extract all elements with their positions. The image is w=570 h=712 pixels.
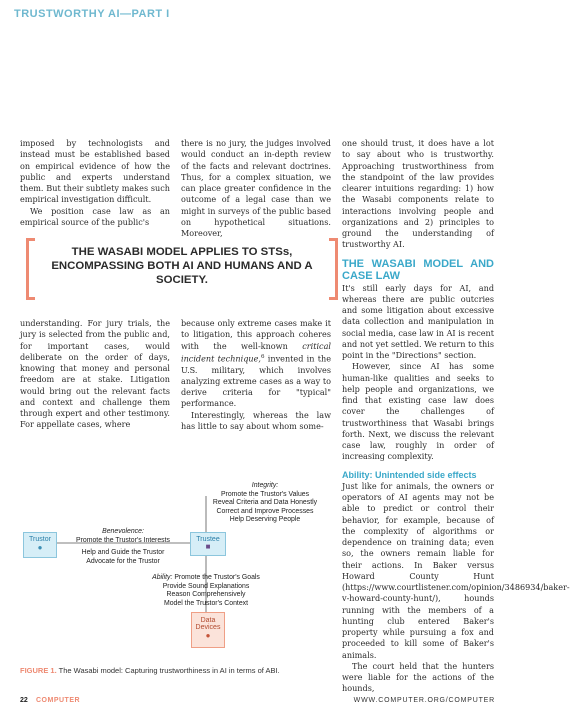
trustor-node (23, 532, 57, 558)
column-2-top (181, 138, 331, 239)
subsection-heading: Ability: Unintended side effects (342, 469, 477, 480)
wasabi-diagram (20, 478, 330, 683)
integrity-item: Help Deserving People (229, 516, 301, 524)
column-1-top (20, 138, 170, 228)
paragraph: It's still early days for AI, and whereas there are public outcries and some litigation about excessive data collection and manipulation in social media, case law in AI is recent and not yet settled. We return to this point in the "Directions" section. (342, 282, 494, 360)
benevolence-block (58, 528, 188, 566)
person-icon: ● (37, 543, 43, 552)
pull-quote-text: THE WASABI MODEL APPLIES TO STSs, ENCOMPASSING BOTH AI AND HUMANS AND A SOCIETY. (51, 246, 313, 287)
paragraph: because only extreme cases make it to litigation, this approach coheres with the well-known critical incident technique,$^6$ invented in the U.S. military, which involves analyzing extreme cases as a way to derive criteria for "typical" performance. (181, 318, 332, 409)
paragraph: The court held that the hunters were liable for the actions of the hounds, (342, 660, 494, 694)
figure-label: FIGURE 1. (20, 666, 57, 675)
paragraph: one should trust, it does have a lot to say about who is trustworthy. Approaching trustworthiness from the standpoint of the law provides clearer intuitions regarding: 1) how the Wasabi components relate to interactions involving people and organizations and 2) principles to ground the understanding of trustworthy AI. (342, 138, 494, 250)
pull-quote (26, 238, 338, 300)
ability-item: Model the Trustor's Context (163, 599, 249, 607)
figure-caption (20, 666, 280, 675)
benevolence-item: Help and Guide the Trustor (81, 549, 165, 557)
benevolence-item: Advocate for the Trustor (86, 557, 160, 565)
paragraph: However, since AI has some human-like qualities and seeks to help people and organizations, we find that existing case law does cover the challenges of trustworthiness that Wasabi brings forth. Next, we discuss the relevant case law, roughly in order of increasing complexity. (342, 361, 494, 462)
column-3 (342, 138, 570, 695)
paragraph: We position case law as an empirical source of the public's (20, 205, 170, 227)
robot-icon: ■ (205, 542, 211, 551)
ability-main: Promote the Trustor's Goals (174, 574, 260, 581)
trustee-node (190, 532, 226, 556)
ability-item: Reason Comprehensively (166, 591, 246, 599)
ability-item: Provide Sound Explanations (162, 582, 250, 590)
italic-term: critical incident technique, (181, 340, 331, 364)
integrity-item: Correct and Improve Processes (216, 507, 314, 515)
magazine-name: COMPUTER (36, 697, 81, 704)
integrity-block (200, 482, 330, 525)
paragraph: there is no jury, the judges involved would conduct an in-depth review of the facts and relevant doctrines. Thus, for a complex situation, we can place greater confidence in the outcome of a legal case than we might in surveys of the public based on hypothetical situations. Moreover, (181, 138, 331, 238)
trustor-label: Trustor (29, 536, 51, 543)
benevolence-label: Benevolence: (102, 528, 144, 535)
caption-text: The Wasabi model: Capturing trustworthiness in AI in terms of ABI. (58, 666, 280, 675)
paragraph: imposed by technologists and instead must be established based on empirical evidence of how the public and experts understand them. But their subtlety makes such empirical investigation difficult. (20, 138, 170, 205)
ability-block (146, 574, 266, 608)
data-devices-label: Devices (195, 624, 221, 631)
data-devices-node (191, 612, 225, 648)
data-devices-label: Data (200, 617, 216, 624)
column-1-bottom (20, 318, 170, 431)
right-bracket (329, 238, 338, 300)
section-heading: THE WASABI MODEL AND CASE LAW (342, 257, 494, 282)
trustee-label: Trustee (196, 536, 220, 543)
ability-label: Ability: (152, 574, 173, 581)
running-header: TRUSTWORTHY AI—PART I (14, 8, 170, 20)
website-url: WWW.COMPUTER.ORG/COMPUTER (353, 697, 495, 704)
integrity-main: Promote the Trustor's Values (220, 490, 310, 498)
reference-number: 6 (261, 353, 265, 360)
benevolence-main: Promote the Trustor's Interests (76, 536, 170, 544)
paragraph: understanding. For jury trials, the jury is selected from the public and, for important cases, would deliberate on the order of days, knowing that money and personal freedom are at stake. Litigation would bring out the relevant facts and context and challenge them through expert and other testimony. For appellate cases, where (20, 318, 170, 430)
paragraph: Just like for animals, the owners or operators of AI agents may not be able to predict or control their behavior, for example, because of the complexity of algorithms or dependence on training data; even so, the owners remain liable for their actions. In Baker versus Howard County Hunt (https://www.courtlistener.com/opinion/3486934/baker-v-howard-county-hunt/), hounds running with the members of a hunting club entered Baker's property while pursuing a fox and proceeded to kill some of Baker's animals. (342, 480, 570, 660)
database-icon: ● (205, 631, 211, 640)
page-number: 22 (20, 697, 28, 704)
column-2-bottom (181, 318, 331, 432)
integrity-item: Reveal Criteria and Data Honestly (212, 499, 318, 507)
left-bracket (26, 238, 35, 300)
paragraph: Interestingly, whereas the law has little to say about whom some- (181, 409, 331, 431)
integrity-label: Integrity: (251, 482, 279, 489)
